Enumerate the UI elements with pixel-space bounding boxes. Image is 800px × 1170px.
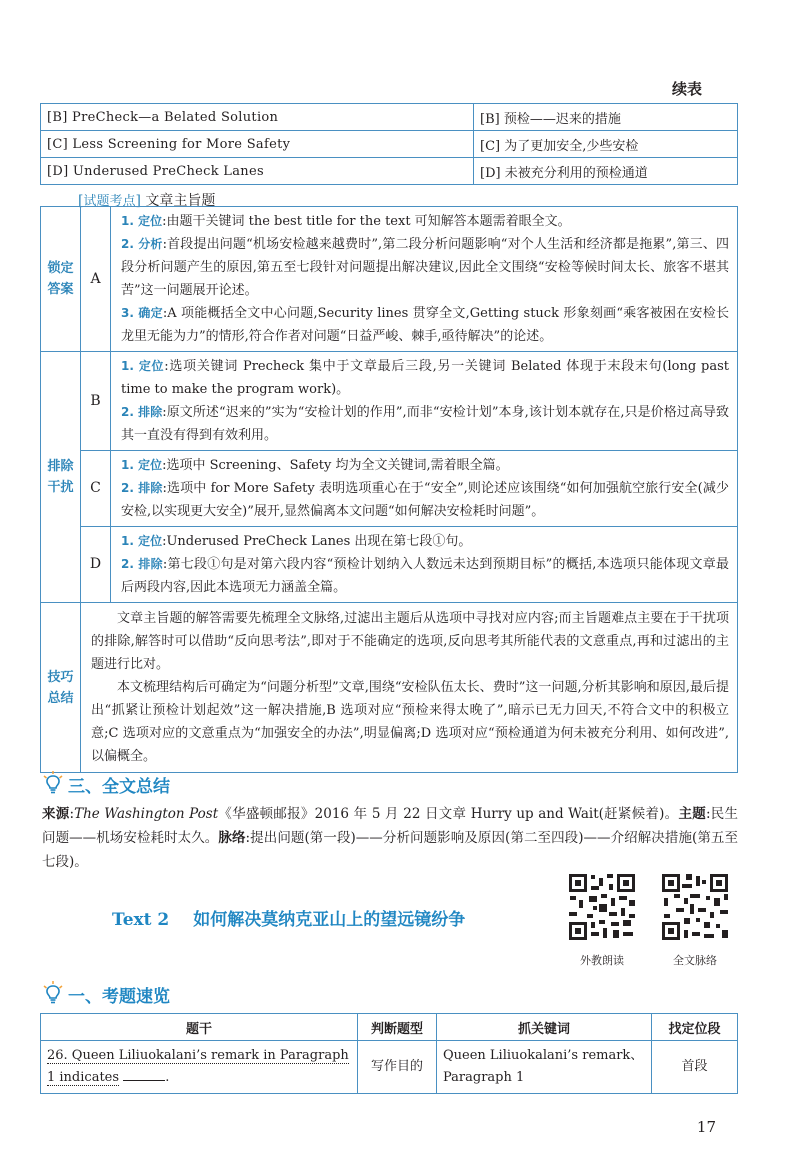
lightbulb-icon [42, 770, 64, 796]
exam-point: [试题考点] 文章主旨题 [78, 193, 216, 209]
analysis-content: 1. 定位:选项关键词 Precheck 集中于文章最后三段,另一关键词 Belated 体现于末段末句(long past time to make the program work)。 2. 排除:原文所述“迟来的”实为“安检计划的作用”,而非“安检计划”本身,该计划本就存在,只是价格过高导致其一直没有得到有效利用。 [111, 352, 738, 451]
exam-point-text: 文章主旨题 [145, 193, 216, 209]
continued-label: 续表 [671, 80, 702, 98]
option-en: [C] Less Screening for More Safety [41, 131, 474, 158]
quick-overview-table [40, 1013, 738, 1094]
option-zh: [D] 未被充分利用的预检通道 [474, 158, 738, 185]
column-header: 题干 [41, 1014, 358, 1041]
question-type: 写作目的 [358, 1041, 437, 1094]
table-row [41, 158, 738, 185]
analysis-content: 1. 定位:选项中 Screening、Safety 均为全文关键词,需着眼全篇。 2. 排除:选项中 for More Safety 表明选项重心在于“安全”,则论述应该围绕“如何加强航空旅行安全(减少安检,以实现更大安全)”展开,显然偏离本文问题“如何解决安检耗时问题”。 [111, 451, 738, 527]
locate-paragraph: 首段 [652, 1041, 738, 1094]
option-zh: [B] 预检——迟来的措施 [474, 104, 738, 131]
table-row [41, 104, 738, 131]
option-en: [B] PreCheck—a Belated Solution [41, 104, 474, 131]
exam-point-label: 试题考点 [83, 194, 136, 209]
exclude-row-d [41, 527, 738, 603]
tips-row [41, 603, 738, 773]
tips-content: 文章主旨题的解答需要先梳理全文脉络,过滤出主题后从选项中寻找对应内容;而主旨题难点主要在于干扰项的排除,解答时可以借助“反向思考法”,即对于不能确定的选项,反向思考其所能代表的文意重点,再和过滤出的主题进行比对。 本文梳理结构后可确定为“问题分析型”文章,围绕“安检队伍太长、费时”这一问题,分析其影响和原因,最后提出“抓紧让预检计划起效”这一解决措施,B 选项对应“预检来得太晚了”,暗示已无力回天,不符合文中的积极立意;C 选项对应的文意重点为“加强安全的办法”,明显偏离;D 选项对应“预检通道为何未被充分利用、如何改进”,以偏概全。 [81, 603, 738, 773]
lightbulb-icon [42, 980, 64, 1006]
page-number: 17 [696, 1118, 716, 1136]
option-letter: C [81, 451, 111, 527]
section-title-overview: 一、考题速览 [68, 987, 170, 1007]
category-locked: 锁定答案 [41, 207, 81, 352]
qr-caption: 外教朗读 [580, 954, 624, 967]
column-header: 判断题型 [358, 1014, 437, 1041]
analysis-content: 1. 定位:Underused PreCheck Lanes 出现在第七段①句。 2. 排除:第七段①句是对第六段内容“预检计划纳入人数远未达到预期目标”的概括,本选项只能体现文章最后两段内容,因此本选项无力涵盖全篇。 [111, 527, 738, 603]
summary-paragraph: 来源:The Washington Post《华盛顿邮报》2016 年 5 月 22 日文章 Hurry up and Wait(赶紧候着)。主题:民生问题——机场安检耗时太久。脉络:提出问题(第一段)——分析问题影响及原因(第二至四段)——介绍解决措施(第五至七段)。 [42, 806, 739, 870]
column-header: 找定位段 [652, 1014, 738, 1041]
category-exclude: 排除干扰 [41, 352, 81, 603]
qr-code-outline[interactable] [660, 872, 730, 942]
qr-caption: 全文脉络 [673, 954, 717, 967]
options-table [40, 103, 738, 185]
option-en: [D] Underused PreCheck Lanes [41, 158, 474, 185]
option-letter: B [81, 352, 111, 451]
column-header: 抓关键词 [437, 1014, 652, 1041]
exclude-row-c [41, 451, 738, 527]
table-row [41, 1041, 738, 1094]
option-letter: D [81, 527, 111, 603]
locked-answer-row [41, 207, 738, 352]
option-letter: A [81, 207, 111, 352]
question-stem: 26. Queen Liliuokalani’s remark in Paragraph 1 indicates . [41, 1041, 358, 1094]
category-tips: 技巧总结 [41, 603, 81, 773]
analysis-content: 1. 定位:由题干关键词 the best title for the text 可知解答本题需着眼全文。 2. 分析:首段提出问题“机场安检越来越费时”,第二段分析问题影响“对个人生活和经济都是拖累”,第三、四段分析问题产生的原因,第五至七段针对问题提出解决建议,因此全文围绕“安检等候时间太长、旅客不堪其苦”这一问题展开论述。 3. 确定:A 项能概括全文中心问题,Security lines 贯穿全文,Getting stuck 形象刻画“乘客被困在安检长龙里无能为力”的情形,符合作者对问题“日益严峻、棘手,亟待解决”的论述。 [111, 207, 738, 352]
option-zh: [C] 为了更加安全,少些安检 [474, 131, 738, 158]
qr-code-reading[interactable] [567, 872, 637, 942]
analysis-table [40, 206, 738, 773]
text2-title: Text 2 如何解决莫纳克亚山上的望远镜纷争 [112, 910, 466, 930]
table-row [41, 131, 738, 158]
section-title-summary: 三、全文总结 [68, 777, 170, 797]
key-words: Queen Liliuokalani’s remark、 Paragraph 1 [437, 1041, 652, 1094]
table-header-row [41, 1014, 738, 1041]
exclude-row-b [41, 352, 738, 451]
